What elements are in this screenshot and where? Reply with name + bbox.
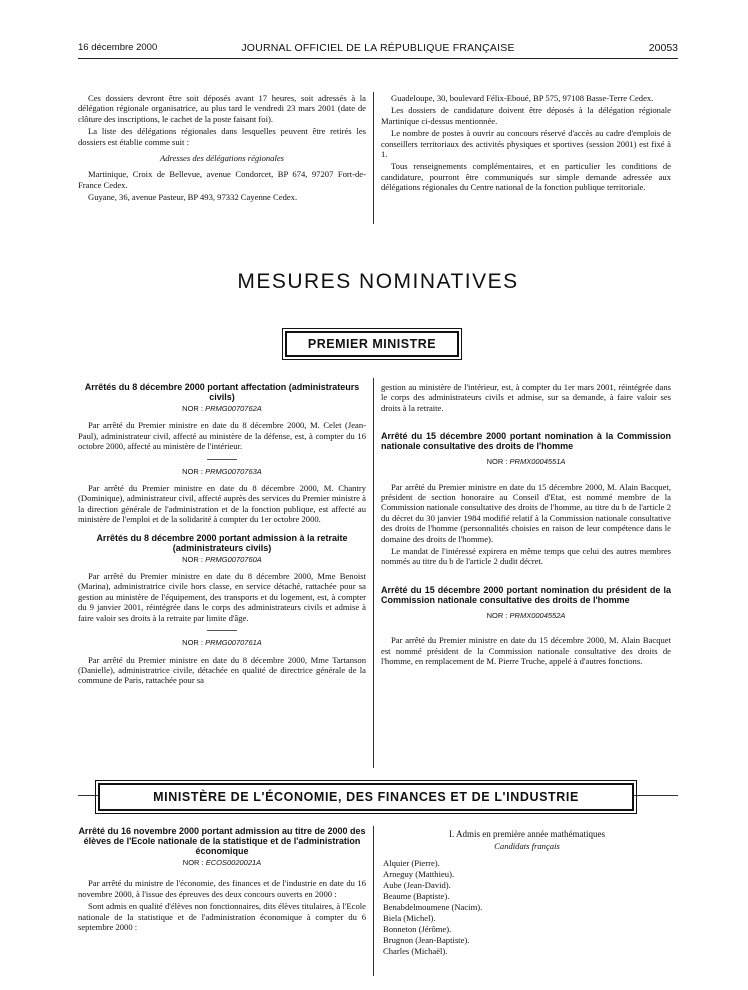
separator xyxy=(207,630,237,631)
list-heading: I. Admis en première année mathématiques xyxy=(449,829,605,839)
separator xyxy=(207,459,237,460)
article-title: Arrêtés du 8 décembre 2000 portant admission à la retraite (administrateurs civils) xyxy=(96,532,348,553)
list-item: Bonneton (Jérôme). xyxy=(383,923,452,934)
nor-reference xyxy=(381,611,671,621)
nor-label: NOR : xyxy=(182,404,204,413)
list-item: Biela (Michel). xyxy=(383,912,436,923)
list-item: Benabdelmoumene (Nacim). xyxy=(383,901,483,912)
paragraph-continued: gestion au ministère de l'intérieur, est, à compter du 1er mars 2001, réintégrée dans le corps des administrateurs civils et admise, sur sa demande, à faire valoir ses droits à la retraite. xyxy=(381,382,671,413)
list-item: Charles (Michaël). xyxy=(383,945,448,956)
nor-label: NOR : xyxy=(182,638,204,648)
nor-code: PRMX0004552A xyxy=(509,610,566,620)
column-divider xyxy=(373,92,374,224)
paragraph: Tous renseignements complémentaires, et en particulier les conditions de candidature, pourront être communiqués sur simple demande adressée aux délégations régionales du Centre national de la fonction publique territoriale. xyxy=(381,161,671,193)
nor-label: NOR : xyxy=(486,457,508,467)
premier-ministre-box: PREMIER MINISTRE xyxy=(285,331,459,357)
address-guadeloupe: Guadeloupe, 30, boulevard Félix-Eboué, BP 575, 97108 Basse-Terre Cedex. xyxy=(391,93,654,103)
nor-label: NOR : xyxy=(182,466,204,476)
nor-code: ECOS0020021A xyxy=(205,858,262,867)
nor-reference xyxy=(381,457,671,467)
nor-code: PRMG0070762A xyxy=(205,404,262,413)
paragraph: Les dossiers de candidature doivent être déposés à la délégation régionale Martinique ci-dessus mentionnée. xyxy=(381,105,671,126)
paragraph: Par arrêté du Premier ministre en date du 8 décembre 2000, M. Celet (Jean-Paul), administrateur civil, affecté au ministère de la défense, est, à compter du 16 octobre 2000, affecté au ministère de l'intérieur. xyxy=(78,420,366,452)
paragraph: Le nombre de postes à ouvrir au concours réservé d'accès au cadre d'emplois de conseillers territoriaux des activités physiques et sportives (session 2001) est fixé à 1. xyxy=(381,128,671,160)
article-title: Arrêté du 15 décembre 2000 portant nomination à la Commission nationale consultative des droits de l'homme xyxy=(381,431,671,452)
nor-code: PRMG0070760A xyxy=(205,554,262,564)
article-title: Arrêté du 16 novembre 2000 portant admission au titre de 2000 des élèves de l'Ecole nationale de la statistique et de l'administration économique xyxy=(78,826,366,856)
article-title: Arrêté du 15 décembre 2000 portant nomination du président de la Commission nationale consultative des droits de l'homme xyxy=(381,584,671,605)
paragraph: Par arrêté du Premier ministre en date du 15 décembre 2000, M. Alain Bacquet, président de section honoraire au Conseil d'Etat, est nommé membre de la Commission nationale consultative des droits de l'homme, au titre du b de l'article 2 du décret du 30 janvier 1984 modifié relatif à la Commission nationale consultative des droits de l'homme (personnalités choisies en raison de leur compétence dans le domaine des droits de l'homme). xyxy=(381,481,671,544)
bottom-right-column xyxy=(383,829,671,957)
header-journal-title: JOURNAL OFFICIEL DE LA RÉPUBLIQUE FRANÇAISE xyxy=(241,42,515,54)
list-item: Aube (Jean-David). xyxy=(383,879,451,890)
nor-reference xyxy=(78,555,366,565)
paragraph: La liste des délégations régionales dans lesquelles peuvent être retirés les dossiers est établie comme suit : xyxy=(78,126,366,147)
article-title: Arrêtés du 8 décembre 2000 portant affectation (administrateurs civils) xyxy=(84,382,360,402)
paragraph: Par arrêté du Premier ministre en date du 15 décembre 2000, M. Alain Bacquet est nommé président de la Commission nationale consultative des droits de l'homme, en remplacement de M. Pierre Truche, appelé à d'autres fonctions. xyxy=(381,635,671,667)
column-divider xyxy=(373,826,374,976)
mid-right-column xyxy=(381,382,671,669)
mid-left-column xyxy=(78,382,366,688)
nor-reference xyxy=(78,404,366,414)
list-item: Brugnon (Jean-Baptiste). xyxy=(383,934,470,945)
nor-reference xyxy=(78,858,366,868)
nor-label: NOR : xyxy=(182,554,204,564)
paragraph: Par arrêté du Premier ministre en date du 8 décembre 2000, Mme Benoist (Marina), administratrice civile hors classe, en service détaché, rattachée pour sa gestion au ministère de l'équipement, des transports et du logement, est, à compter du 9 janvier 2001, réintégrée dans le corps des administrateurs civils et admise à faire valoir ses droits à la retraite par limite d'âge. xyxy=(78,571,366,623)
bottom-left-column xyxy=(78,826,366,934)
nor-label: NOR : xyxy=(486,610,508,620)
list-item: Alquier (Pierre). xyxy=(383,857,440,868)
paragraph: Par arrêté du ministre de l'économie, des finances et de l'industrie en date du 16 novembre 2000, à l'issue des épreuves des deux concours ouverts en 2000 : xyxy=(78,878,366,899)
ministry-box: MINISTÈRE DE L'ÉCONOMIE, DES FINANCES ET DE L'INDUSTRIE xyxy=(98,783,634,811)
column-divider xyxy=(373,378,374,768)
admitted-names-list xyxy=(383,858,671,957)
paragraph: Ces dossiers devront être soit déposés avant 17 heures, soit adressés à la délégation régionale organisatrice, au plus tard le vendredi 23 mars 2001 (date de clôture des inscriptions, le cachet de la poste faisant foi). xyxy=(78,93,366,124)
page-header xyxy=(78,42,678,56)
paragraph: Par arrêté du Premier ministre en date du 8 décembre 2000, M. Chantry (Dominique), administrateur civil, affecté auprès des services du Premier ministre à la direction générale de l'administration et de la fonction publique, est affecté au ministère de l'emploi et de la solidarité à compter du 1er octobre 2000. xyxy=(78,483,366,525)
nor-code: PRMX0004551A xyxy=(509,457,566,467)
list-subheading: Candidats français xyxy=(494,841,560,852)
paragraph: Le mandat de l'intéressé expirera en même temps que celui des autres membres nommés au titre du b de l'article 2 dudit décret. xyxy=(381,546,671,567)
address-martinique: Martinique, Croix de Bellevue, avenue Condorcet, BP 674, 97207 Fort-de-France Cedex. xyxy=(78,169,366,190)
nor-code: PRMG0070763A xyxy=(205,466,262,476)
addresses-heading: Adresses des délégations régionales xyxy=(159,153,285,164)
address-guyane: Guyane, 36, avenue Pasteur, BP 493, 97332 Cayenne Cedex. xyxy=(88,192,298,203)
nor-reference xyxy=(78,467,366,477)
header-date: 16 décembre 2000 xyxy=(78,42,158,53)
nor-code: PRMG0070761A xyxy=(205,638,262,648)
nor-reference xyxy=(78,638,366,648)
section-title: MESURES NOMINATIVES xyxy=(237,270,519,293)
top-left-column xyxy=(78,93,366,205)
top-right-column xyxy=(381,93,671,195)
header-rule xyxy=(78,58,678,59)
header-page-number: 20053 xyxy=(648,42,678,54)
list-item: Beaume (Baptiste). xyxy=(383,890,450,901)
nor-label: NOR : xyxy=(182,858,204,867)
paragraph: Par arrêté du Premier ministre en date du 8 décembre 2000, Mme Tartanson (Danielle), administratrice civile, détachée en qualité de directrice générale de la commune de Paris, rattachée pour sa xyxy=(78,654,366,686)
paragraph: Sont admis en qualité d'élèves non fonctionnaires, dits élèves titulaires, à l'Ecole nationale de la statistique et de l'administration économique à compter du 6 septembre 2000 : xyxy=(78,901,366,933)
list-item: Arneguy (Matthieu). xyxy=(383,868,455,879)
